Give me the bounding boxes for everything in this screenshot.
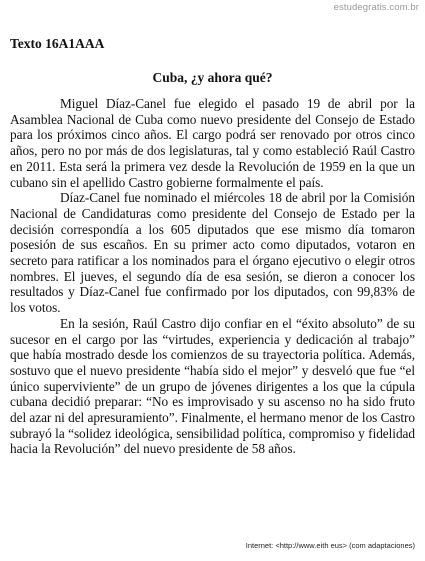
source-citation: Internet: <http://www.eith eus> (com adaptaciones) (245, 541, 415, 550)
text-label: Texto 16A1AAA (10, 36, 105, 51)
site-watermark: estudegratis.com.br (333, 2, 419, 13)
paragraph-1: Miguel Díaz-Canel fue elegido el pasado 19 de abril por la Asamblea Nacional de Cuba como nuevo presidente del Consejo de Estado para los próximos cinco años. El cargo podrá ser renovado por otros cinco años, pero no por más de dos legislaturas, tal y como estableció Raúl Castro en 2011. Esta será la primera vez desde la Revolución de 1959 en la que un cubano sin el apellido Castro gobierne formalmente el país. (10, 96, 415, 190)
paragraph-2: Díaz-Canel fue nominado el miércoles 18 de abril por la Comisión Nacional de Candidaturas como presidente del Consejo de Estado per la decisión correspondía a los 605 diputados que ese mismo día tomaron posesión de sus escaños. En su primer acto como diputados, votaron en secreto para ratificar a los nominados para el órgano ejecutivo o elegir otros nombres. El jueves, el segundo día de esa sesión, se dieron a conocer los resultados y Díaz-Canel fue confirmado por los diputados, con 99,83% de los votos. (10, 190, 415, 316)
article-title: Cuba, ¿y ahora qué? (152, 70, 273, 85)
article-body (10, 96, 415, 457)
paragraph-3: En la sesión, Raúl Castro dijo confiar en el “éxito absoluto” de su sucesor en el cargo por las “virtudes, experiencia y dedicación al trabajo” que había mostrado desde los comienzos de su trayectoria política. Además, sostuvo que el nuevo presidente “había sido el mejor” y desveló que fue “el único superviviente” de un grupo de jóvenes dirigentes a los que la cúpula cubana decidió preparar: “No es improvisado y su ascenso no ha sido fruto del azar ni del apresuramiento”. Finalmente, el hermano menor de los Castro subrayó la “solidez ideológica, sensibilidad política, compromiso y fidelidad hacia la Revolución” del nuevo presidente de 58 años. (10, 315, 415, 457)
